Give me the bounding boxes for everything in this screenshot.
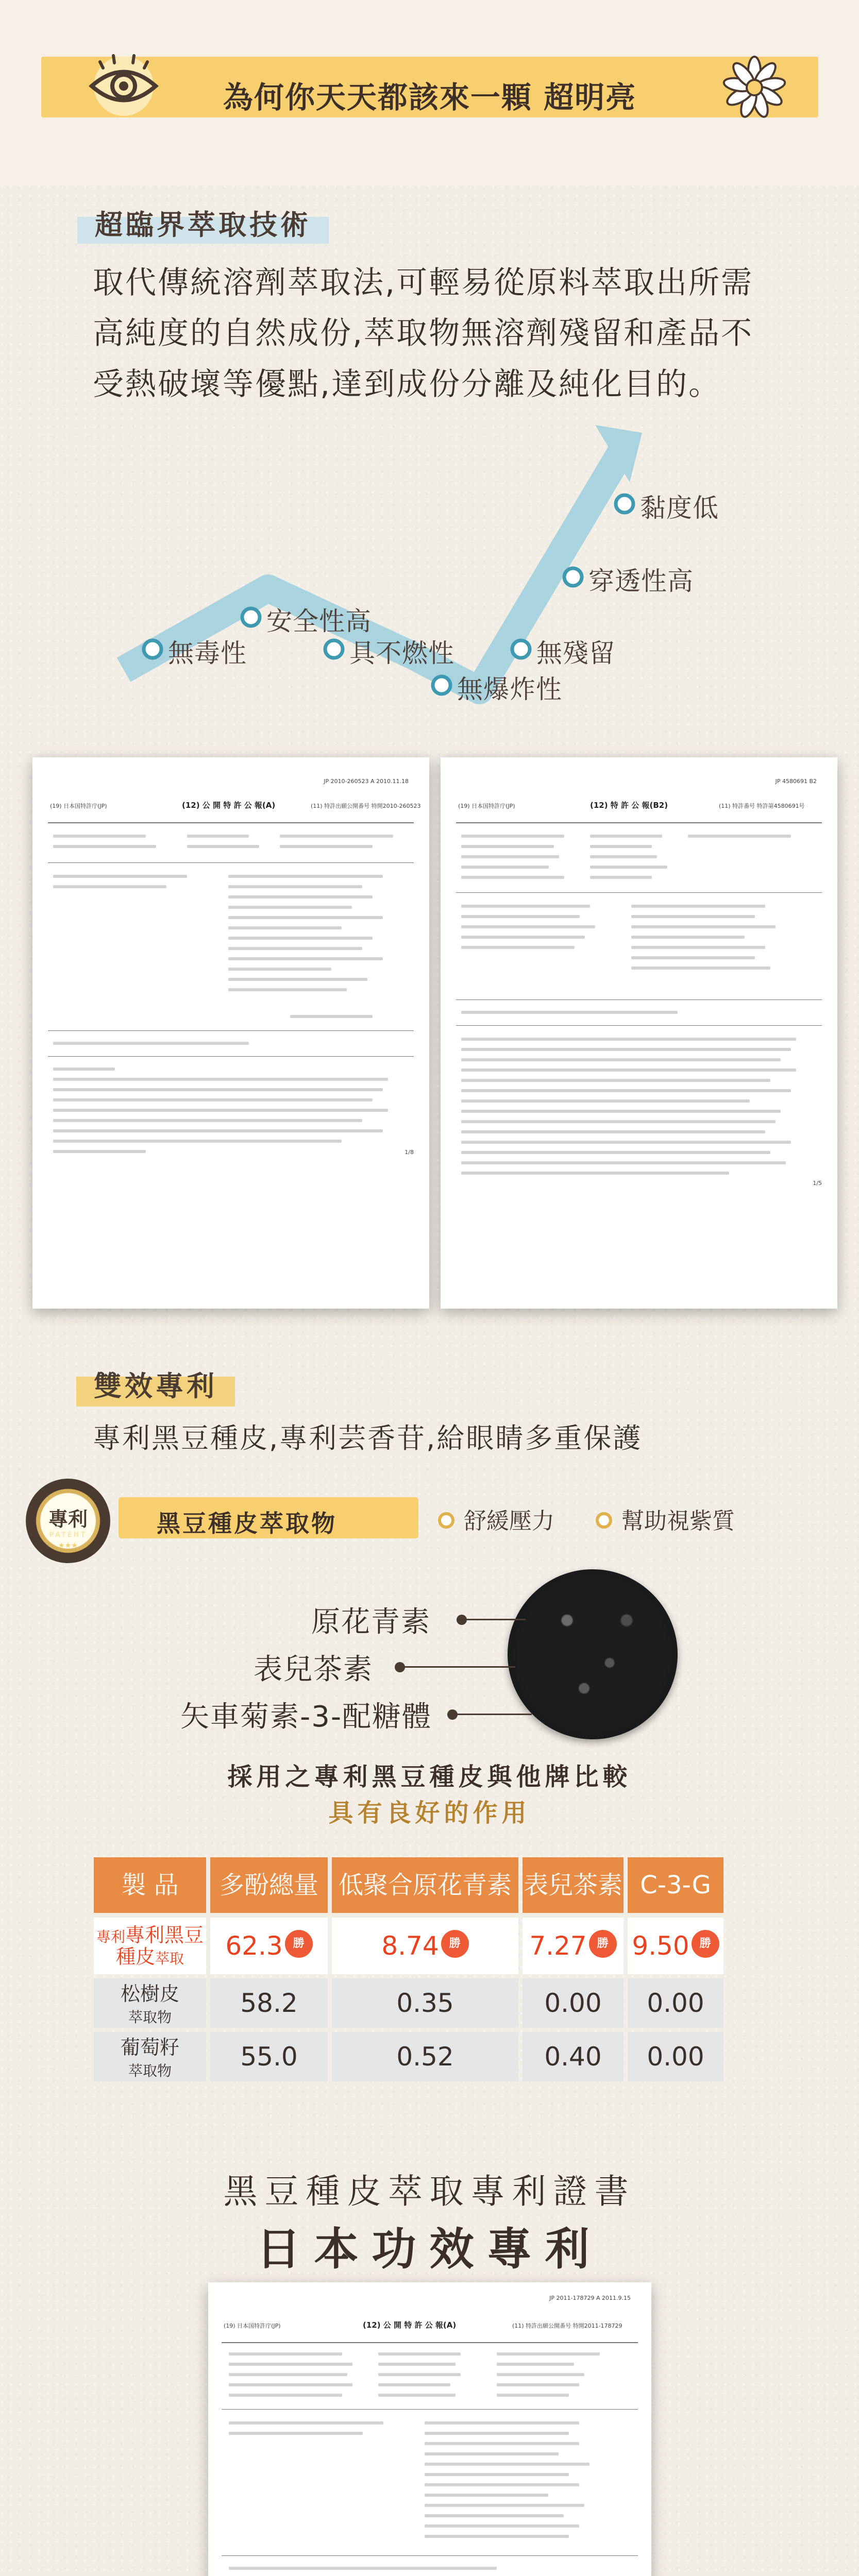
patent-badge [26, 1479, 110, 1563]
doc-type: (12) 公 開 特 許 公 報(A) [182, 801, 276, 810]
table-cell: 0.52 [332, 2032, 518, 2081]
section-title-dual-patent: 雙效專利 [76, 1359, 235, 1409]
ingredient-leader-line [454, 1714, 532, 1715]
ingredient-label: 矢車菊素-3-配糖體 [180, 1700, 432, 1734]
doc-corner-id: JP 4580691 B2 [775, 778, 817, 785]
graph-node [144, 640, 161, 658]
table-cell: 62.3 勝 [210, 1918, 328, 1974]
doc-org: (19) 日本国特許庁(JP) [458, 803, 515, 809]
header-title: 為何你天天都該來一顆 超明亮 [223, 80, 637, 115]
win-stamp-icon: 勝 [589, 1930, 617, 1958]
table-header: 製 品 [94, 1857, 206, 1913]
graph-node [512, 640, 530, 658]
table-cell: 8.74 勝 [332, 1918, 518, 1974]
bullet-dot-icon [438, 1512, 454, 1529]
graph-node [433, 676, 450, 694]
badge-stars: ★★★ [58, 1541, 78, 1550]
doc-page-number: 1/8 [405, 1149, 414, 1156]
table-row-label-cell [94, 2032, 206, 2081]
doc-type: (12) 公 開 特 許 公 報(A) [363, 2320, 457, 2330]
patent-document-left [32, 757, 429, 1309]
ingredient-label: 表兒茶素 [254, 1653, 373, 1686]
win-stamp-icon: 勝 [441, 1930, 469, 1958]
benefit-item [596, 1502, 735, 1535]
benefit-item [438, 1502, 554, 1535]
certificate-subtitle: 日本功效專利 [256, 2224, 603, 2275]
certificate-document [208, 2282, 651, 2576]
table-cell: 0.40 [523, 2032, 624, 2081]
extract-label: 黑豆種皮萃取物 [157, 1510, 337, 1537]
comparison-subtitle: 具有良好的作用 [328, 1799, 531, 1827]
paragraph-line: 取代傳統溶劑萃取法,可輕易從原料萃取出所需 [93, 265, 754, 301]
comparison-title: 採用之專利黑豆種皮與他牌比較 [227, 1762, 632, 1791]
doc-page-number: 1/5 [813, 1180, 822, 1187]
win-stamp-icon: 勝 [692, 1930, 719, 1958]
benefit-text: 舒緩壓力 [464, 1508, 554, 1534]
bullet-dot-icon [596, 1512, 612, 1529]
graph-label-nontoxic: 無毒性 [168, 638, 247, 668]
ingredient-leader-line [464, 1619, 526, 1620]
table-cell: 55.0 [210, 2032, 328, 2081]
ingredient-label: 原花青素 [311, 1605, 431, 1639]
graph-node [564, 568, 582, 586]
certificate-title: 黑豆種皮萃取專利證書 [223, 2172, 636, 2211]
table-cell: 9.50 勝 [628, 1918, 723, 1974]
doc-org: (19) 日本国特許庁(JP) [50, 803, 107, 809]
paragraph-line: 受熱破壞等優點,達到成份分離及純化目的。 [93, 366, 721, 402]
table-cell: 0.00 [628, 1978, 723, 2028]
graph-label-penetrating: 穿透性高 [588, 566, 694, 596]
graph-label-safe: 安全性高 [266, 606, 372, 636]
table-row-label-cell [94, 1978, 206, 2028]
ingredient-leader-line [402, 1666, 515, 1668]
doc-rule [222, 2342, 638, 2343]
graph-node [242, 608, 260, 626]
graph-node [616, 495, 633, 513]
table-header: 多酚總量 [210, 1857, 328, 1913]
badge-sublabel: PATENT [49, 1531, 87, 1539]
graph-label-nonflammable: 具不燃性 [349, 638, 454, 668]
doc-corner-id: JP 2010-260523 A 2010.11.18 [324, 778, 409, 785]
table-cell: 0.35 [332, 1978, 518, 2028]
table-row-label-cell [94, 1918, 206, 1974]
graph-node [325, 640, 343, 658]
badge-label: 專利 [48, 1508, 88, 1531]
doc-org: (19) 日本国特許庁(JP) [224, 2323, 281, 2329]
section-title-supercritical: 超臨界萃取技術 [77, 198, 329, 248]
table-cell: 7.27 勝 [523, 1918, 624, 1974]
doc-rule [48, 822, 414, 823]
table-header: 低聚合原花青素 [332, 1857, 518, 1913]
table-cell: 58.2 [210, 1978, 328, 2028]
paragraph-line: 高純度的自然成份,萃取物無溶劑殘留和產品不 [93, 315, 754, 352]
doc-pubno: (11) 特許出願公開番号 特開2010-260523 [311, 803, 421, 809]
row-label: 葡萄籽 萃取物 [120, 2036, 179, 2079]
black-bean-image [508, 1569, 678, 1739]
win-stamp-icon: 勝 [285, 1930, 313, 1958]
extract-label-pill [119, 1497, 418, 1538]
row-label: 專利專利黑豆 種皮萃取 [96, 1924, 204, 1968]
doc-type: (12) 特 許 公 報(B2) [590, 801, 668, 810]
doc-corner-id: JP 2011-178729 A 2011.9.15 [549, 2295, 631, 2301]
doc-rule [456, 822, 822, 823]
patent-document-right [441, 757, 837, 1309]
table-cell: 0.00 [628, 2032, 723, 2081]
table-cell: 0.00 [523, 1978, 624, 2028]
benefit-text: 幫助視紫質 [621, 1508, 735, 1534]
table-header: 表兒茶素 [523, 1857, 624, 1913]
graph-label-noresidue: 無殘留 [536, 638, 615, 668]
graph-label-nonexplosive: 無爆炸性 [457, 674, 562, 704]
row-label: 松樹皮 萃取物 [120, 1982, 179, 2026]
table-header: C-3-G [628, 1857, 723, 1913]
dual-patent-subtitle: 專利黑豆種皮,專利芸香苷,給眼睛多重保護 [93, 1422, 643, 1454]
doc-pubno: (11) 特許出願公開番号 特開2011-178729 [512, 2323, 622, 2329]
properties-graph [0, 0, 859, 732]
doc-pubno: (11) 特許番号 特許第4580691号 [719, 803, 805, 809]
graph-label-lowviscosity: 黏度低 [640, 493, 719, 523]
